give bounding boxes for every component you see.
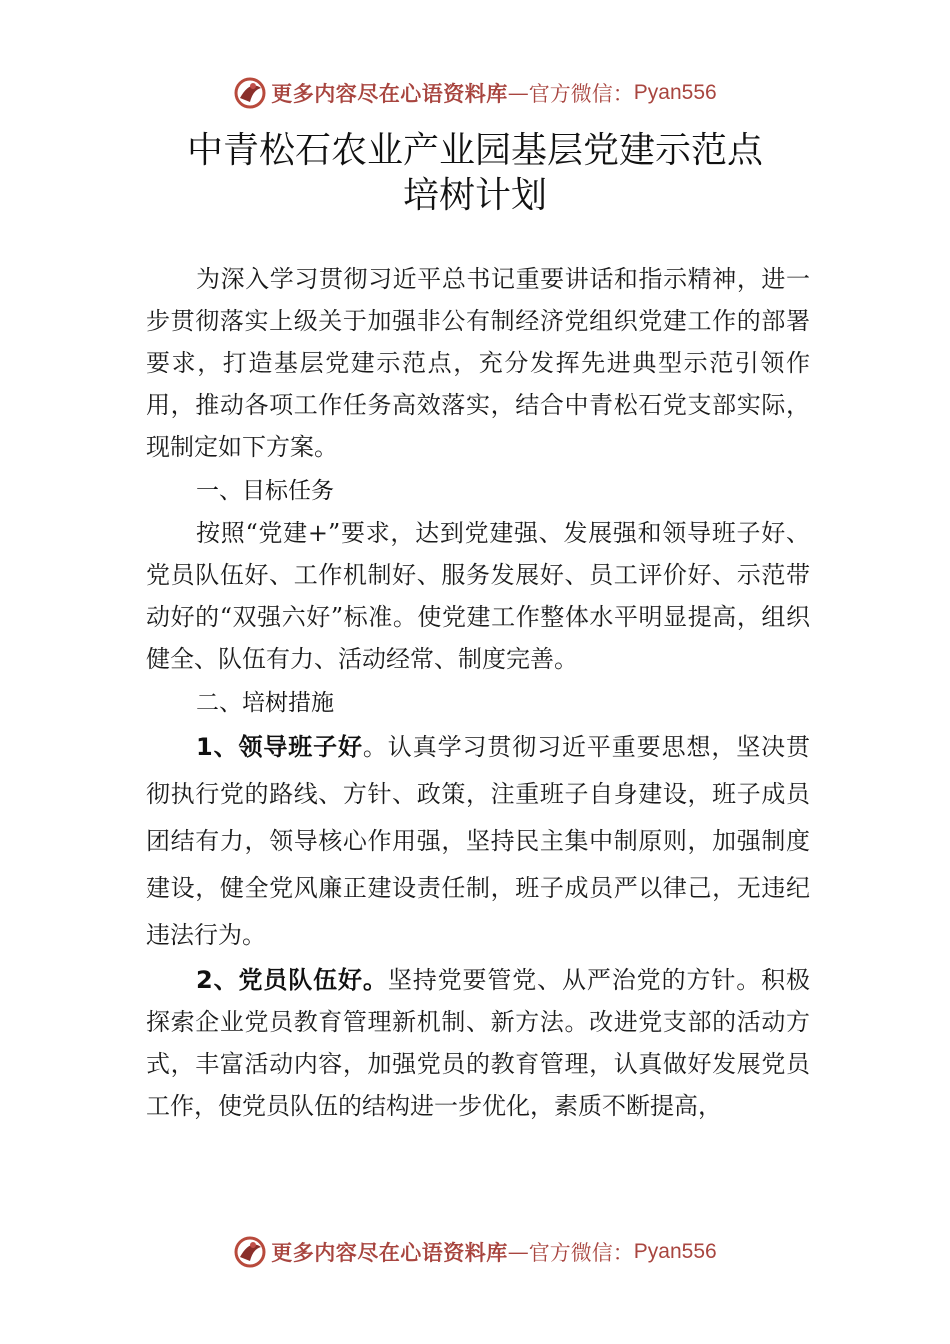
watermark-wechat-label: 官方微信： <box>528 1241 634 1265</box>
measure-item-1-body: 。认真学习贯彻习近平重要思想，坚决贯彻执行党的路线、方针、政策，注重班子自身建设，班子成员团结有力，领导核心作用强，坚持民主集中制原则，加强制度建设，健全党风廉正建设责任制，班子成员严以律己，无违纪违法行为。 <box>146 733 811 949</box>
brand-logo-icon <box>233 76 267 110</box>
watermark-wechat-id: Pyan556 <box>633 81 717 104</box>
watermark-text: 更多内容尽在心语资料库 <box>271 81 508 106</box>
goals-paragraph: 按照“党建+”要求，达到党建强、发展强和领导班子好、党员队伍好、工作机制好、服务发展好、员工评价好、示范带动好的“双强六好”标准。使党建工作整体水平明显提高，组织健全、队伍有力、活动经常、制度完善。 <box>146 519 810 673</box>
document-title-line-2: 培树计划 <box>402 175 547 216</box>
watermark-wechat-label: 官方微信： <box>528 82 634 106</box>
measure-item-2-body: 坚持党要管党、从严治党的方针。积极探索企业党员教育管理新机制、新方法。改进党支部的活动方式，丰富活动内容，加强党员的教育管理，认真做好发展党员工作，使党员队伍的结构进一步优化，素质不断提高， <box>146 966 811 1120</box>
watermark-wechat-id: Pyan556 <box>633 1240 717 1263</box>
measure-item-2-label: 2、党员队伍好。 <box>196 966 388 994</box>
measure-item-2 <box>146 959 810 1127</box>
watermark-dash: — <box>507 81 529 105</box>
document-body <box>146 258 810 1127</box>
measure-item-1 <box>146 724 810 959</box>
document-title-line-1: 中青松石农业产业园基层党建示范点 <box>186 130 763 171</box>
brand-logo-icon <box>233 1235 267 1269</box>
watermark-dash: — <box>507 1240 529 1264</box>
section-heading-goals: 一、目标任务 <box>196 478 334 504</box>
footer-watermark <box>0 1232 950 1272</box>
header-watermark <box>0 73 950 113</box>
measure-item-1-label: 1、领导班子好 <box>196 733 363 761</box>
watermark-text: 更多内容尽在心语资料库 <box>271 1240 508 1265</box>
intro-paragraph: 为深入学习贯彻习近平总书记重要讲话和指示精神，进一步贯彻落实上级关于加强非公有制经济党组织党建工作的部署要求，打造基层党建示范点，充分发挥先进典型示范引领作用，推动各项工作任务高效落实，结合中青松石党支部实际，现制定如下方案。 <box>146 265 810 461</box>
section-heading-measures: 二、培树措施 <box>196 690 334 716</box>
